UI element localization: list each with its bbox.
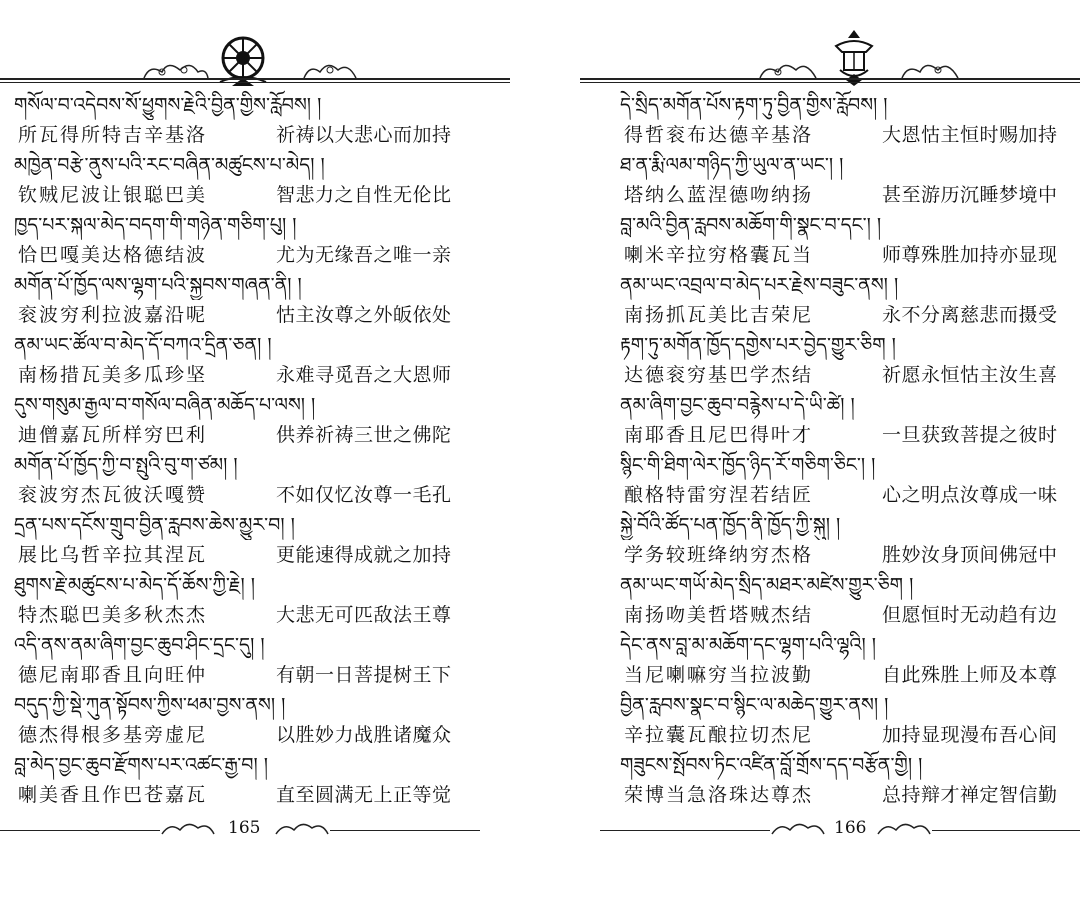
verse-pair — [620, 240, 1070, 270]
header-rule — [580, 78, 1080, 80]
verse-pair — [14, 420, 474, 450]
header-rule-thin — [0, 82, 510, 83]
text-block — [14, 90, 474, 810]
transliteration: 展比乌哲辛拉其涅瓦 — [18, 544, 208, 566]
chinese-translation: 以胜妙力战胜诸魔众 — [276, 724, 452, 746]
chinese-translation: 师尊殊胜加持亦显现 — [882, 244, 1058, 266]
chinese-translation: 祈祷以大悲心而加持 — [276, 124, 452, 146]
verse-pair — [14, 540, 474, 570]
chinese-translation: 自此殊胜上师及本尊 — [882, 664, 1058, 686]
chinese-translation: 大悲无可匹敌法王尊 — [276, 604, 452, 626]
verse-pair — [14, 480, 474, 510]
cloud-ornament-icon — [300, 58, 360, 80]
cloud-ornament-icon — [160, 818, 216, 838]
transliteration: 酿格特雷穷涅若结匠 — [624, 484, 814, 506]
transliteration: 学务较班绛纳穷杰格 — [624, 544, 814, 566]
chinese-translation: 永难寻觅吾之大恩师 — [276, 364, 452, 386]
tibetan-line: མགོན་པོ་ཁྱོད་ལས་ལྷག་པའི་སྐྱབས་གཞན་ནི། ། — [14, 274, 302, 296]
verse-pair — [14, 780, 474, 810]
transliteration: 塔纳么蓝涅德吻纳扬 — [624, 184, 814, 206]
chinese-translation: 尤为无缘吾之唯一亲 — [276, 244, 452, 266]
transliteration: 喇美香且作巴苍嘉瓦 — [18, 784, 208, 806]
verse-pair — [620, 120, 1070, 150]
chinese-translation: 供养祈祷三世之佛陀 — [276, 424, 452, 446]
tibetan-line: གསོལ་བ་འདེབས་སོ་ཕྱུགས་རྗེའི་བྱིན་གྱིས་རློབས། ། — [14, 94, 322, 116]
verse-pair — [14, 600, 474, 630]
verse-pair — [14, 720, 474, 750]
transliteration: 所瓦得所特吉辛基洛 — [18, 124, 208, 146]
tibetan-line: སྙིང་གི་ཐིག་ལེར་ཁྱོད་ཉིད་རོ་གཅིག་ཅིང་། ། — [620, 454, 876, 476]
verse-pair — [14, 180, 474, 210]
footer-rule — [932, 830, 1080, 831]
transliteration: 南耶香且尼巴得叶才 — [624, 424, 814, 446]
tibetan-line: ཐ་ན་རྨི་ལམ་གཉིད་ཀྱི་ཡུལ་ན་ཡང་། ། — [620, 154, 844, 176]
cloud-ornament-icon — [876, 818, 932, 838]
verse-pair — [620, 720, 1070, 750]
tibetan-line: སྐྱེ་བོའི་ཚོད་པན་ཁྱོད་ནི་ཁྱོད་ཀྱི་སྐུ། ། — [620, 514, 841, 536]
transliteration: 荣博当急洛珠达尊杰 — [624, 784, 814, 806]
cloud-ornament-icon — [274, 818, 330, 838]
transliteration: 得哲衮布达德辛基洛 — [624, 124, 814, 146]
verse-pair — [14, 660, 474, 690]
chinese-translation: 直至圆满无上正等觉 — [276, 784, 452, 806]
transliteration: 德尼南耶香且向旺仲 — [18, 664, 208, 686]
verse-pair — [620, 360, 1070, 390]
transliteration: 恰巴嘎美达格德结波 — [18, 244, 208, 266]
verse-pair — [620, 180, 1070, 210]
tibetan-line: ནམ་ཡང་གཡོ་མེད་སྲིད་མཐར་མཛེས་གྱུར་ཅིག ། — [620, 574, 914, 596]
transliteration: 衮波穷利拉波嘉沿呢 — [18, 304, 208, 326]
chinese-translation: 总持辩才禅定智信勤 — [882, 784, 1058, 806]
transliteration: 南杨措瓦美多瓜珍坚 — [18, 364, 208, 386]
verse-pair — [620, 780, 1070, 810]
cloud-ornament-icon — [770, 818, 826, 838]
tibetan-line: དྲན་པས་དངོས་གྲུབ་བྱིན་རླབས་ཆེས་མྱུར་བ། ། — [14, 514, 295, 536]
verse-pair — [620, 540, 1070, 570]
chinese-translation: 永不分离慈悲而摄受 — [882, 304, 1058, 326]
verse-pair — [14, 240, 474, 270]
verse-pair — [620, 420, 1070, 450]
text-block — [620, 90, 1070, 810]
tibetan-line: བྱིན་རླབས་སྣང་བ་སྙིང་ལ་མཆེད་གྱུར་ནས། ། — [620, 694, 889, 716]
tibetan-line: མཁྱེན་བརྩེ་ནུས་པའི་རང་བཞིན་མཚུངས་པ་མེད། ། — [14, 154, 325, 176]
tibetan-line: དེ་སྲིད་མགོན་པོས་རྟག་ཏུ་བྱིན་གྱིས་རློབས། ། — [620, 94, 888, 116]
chinese-translation: 更能速得成就之加持 — [276, 544, 452, 566]
transliteration: 特杰聪巴美多秋杰杰 — [18, 604, 208, 626]
transliteration: 喇米辛拉穷格囊瓦当 — [624, 244, 814, 266]
header-rule-thin — [580, 82, 1080, 83]
tibetan-line: གཟུངས་སྤོབས་ཏིང་འཛིན་བློ་གྲོས་དད་བརྩོན་གྱི། ། — [620, 754, 923, 776]
verse-pair — [14, 360, 474, 390]
tibetan-line: དུས་གསུམ་རྒྱལ་བ་གསོལ་བཞིན་མཆོད་པ་ལས། ། — [14, 394, 316, 416]
transliteration: 迪僧嘉瓦所样穷巴利 — [18, 424, 208, 446]
chinese-translation: 一旦获致菩提之彼时 — [882, 424, 1058, 446]
page-number: 166 — [834, 818, 867, 838]
chinese-translation: 有朝一日菩提树王下 — [276, 664, 452, 686]
header-rule — [0, 78, 510, 80]
chinese-translation: 智悲力之自性无伦比 — [276, 184, 452, 206]
cloud-ornament-icon — [898, 58, 962, 80]
chinese-translation: 不如仅忆汝尊一毛孔 — [276, 484, 452, 506]
footer-rule — [330, 830, 480, 831]
chinese-translation: 胜妙汝身顶间佛冠中 — [882, 544, 1058, 566]
tibetan-line: དེང་ནས་བླ་མ་མཆོག་དང་ལྷག་པའི་ལྷའི། ། — [620, 634, 877, 656]
tibetan-line: ཁྱད་པར་སྐལ་མེད་བདག་གི་གཉེན་གཅིག་པུ། ། — [14, 214, 297, 236]
tibetan-line: ནམ་ཡང་ཚོལ་བ་མེད་དོ་བཀའ་དྲིན་ཅན། ། — [14, 334, 272, 356]
tibetan-line: འདི་ནས་ནམ་ཞིག་བྱང་ཆུབ་ཤིང་དྲང་དུ། ། — [14, 634, 265, 656]
chinese-translation: 甚至游历沉睡梦境中 — [882, 184, 1058, 206]
verse-pair — [620, 660, 1070, 690]
transliteration: 辛拉囊瓦酿拉切杰尼 — [624, 724, 814, 746]
tibetan-line: བླ་མེད་བྱང་ཆུབ་རྫོགས་པར་འཚང་རྒྱ་བ། ། — [14, 754, 268, 776]
transliteration: 衮波穷杰瓦彼沃嘎赞 — [18, 484, 208, 506]
transliteration: 达德衮穷基巴学杰结 — [624, 364, 814, 386]
verse-pair — [14, 120, 474, 150]
chinese-translation: 心之明点汝尊成一味 — [882, 484, 1058, 506]
chinese-translation: 祈愿永恒怙主汝生喜 — [882, 364, 1058, 386]
transliteration: 南扬抓瓦美比吉荣尼 — [624, 304, 814, 326]
tibetan-line: ནམ་ཡང་འབྲལ་བ་མེད་པར་རྗེས་བཟུང་ནས། ། — [620, 274, 899, 296]
verse-pair — [620, 600, 1070, 630]
page-number: 165 — [228, 818, 261, 838]
transliteration: 钦贼尼波让银聪巴美 — [18, 184, 208, 206]
right-page — [540, 0, 1080, 902]
verse-pair — [620, 480, 1070, 510]
transliteration: 当尼喇嘛穷当拉波勤 — [624, 664, 814, 686]
chinese-translation: 大恩怙主恒时赐加持 — [882, 124, 1058, 146]
tibetan-line: བདུད་ཀྱི་སྡེ་ཀུན་སྟོབས་ཀྱིས་ཕམ་བྱས་ནས། ། — [14, 694, 286, 716]
tibetan-line: ཐུགས་རྗེ་མཚུངས་པ་མེད་དོ་ཆོས་ཀྱི་རྗེ། ། — [14, 574, 255, 596]
verse-pair — [14, 300, 474, 330]
tibetan-line: རྟག་ཏུ་མགོན་ཁྱོད་དགྱེས་པར་བྱེད་གྱུར་ཅིག ། — [620, 334, 896, 356]
footer-rule — [0, 830, 160, 831]
chinese-translation: 但愿恒时无动趋有边 — [882, 604, 1058, 626]
tibetan-line: ནམ་ཞིག་བྱང་ཆུབ་བརྙེས་པ་དེ་ཡི་ཚེ། ། — [620, 394, 855, 416]
tibetan-line: མགོན་པོ་ཁྱོད་ཀྱི་བ་སྤུའི་བུ་ག་ཙམ། ། — [14, 454, 238, 476]
transliteration: 德杰得根多基旁虚尼 — [18, 724, 208, 746]
chinese-translation: 加持显现漫布吾心间 — [882, 724, 1058, 746]
transliteration: 南扬吻美哲塔贼杰结 — [624, 604, 814, 626]
cloud-ornament-icon — [140, 58, 210, 80]
chinese-translation: 怙主汝尊之外皈依处 — [276, 304, 452, 326]
tibetan-line: བླ་མའི་བྱིན་རླབས་མཆོག་གི་སྣང་བ་དང་། ། — [620, 214, 882, 236]
verse-pair — [620, 300, 1070, 330]
cloud-ornament-icon — [756, 58, 820, 80]
footer-rule — [600, 830, 770, 831]
